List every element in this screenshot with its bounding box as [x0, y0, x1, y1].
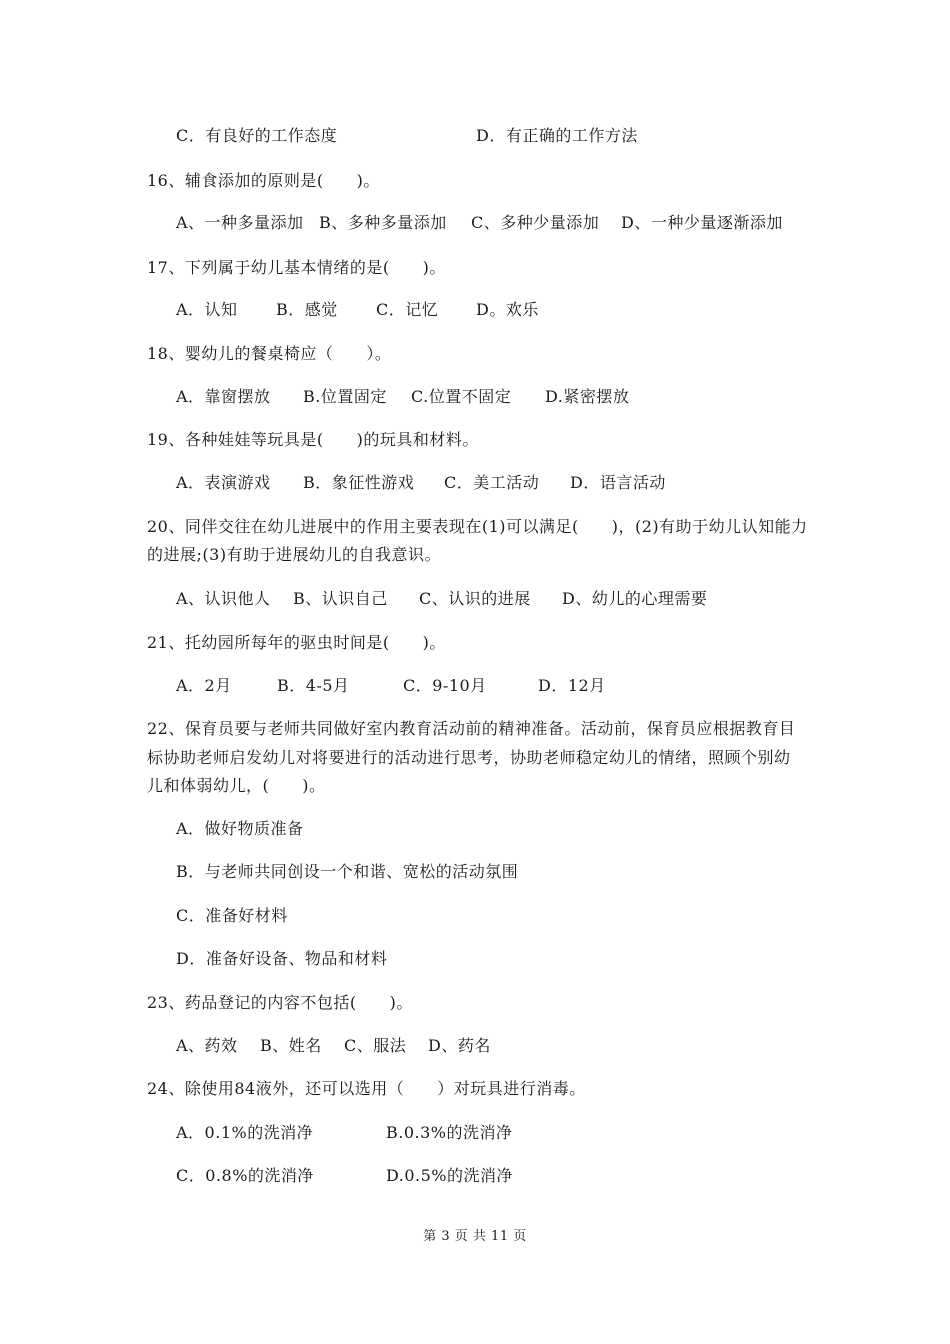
q23-stem: 23、药品登记的内容不包括( )。 [147, 993, 413, 1012]
q19-stem: 19、各种娃娃等玩具是( )的玩具和材料。 [147, 430, 479, 449]
q19-option-b: B．象征性游戏 [303, 473, 415, 492]
q17-option-a: A．认知 [176, 300, 238, 319]
q17-stem: 17、下列属于幼儿基本情绪的是( )。 [147, 258, 446, 277]
q19-option-d: D．语言活动 [570, 473, 666, 492]
q18-option-d: D.紧密摆放 [545, 387, 630, 406]
q24-option-a: A．0.1%的洗消净 [176, 1123, 314, 1142]
q21-options [176, 675, 606, 697]
q21-option-a: A．2月 [176, 676, 232, 695]
q17-options [176, 299, 539, 321]
q16-options [176, 212, 783, 234]
q19-option-c: C．美工活动 [444, 473, 540, 492]
q22-option-c: C．准备好材料 [176, 906, 288, 925]
q20-option-a: A、认识他人 [176, 589, 271, 608]
q23-options [176, 1035, 491, 1057]
q22-stem-line-2: 标协助老师启发幼儿对将要进行的活动进行思考，协助老师稳定幼儿的情绪，照顾个别幼 [147, 748, 791, 767]
q23-option-c: C、服法 [344, 1036, 407, 1055]
q22-option-b: B．与老师共同创设一个和谐、宽松的活动氛围 [176, 862, 519, 881]
q22-option-d: D．准备好设备、物品和材料 [176, 949, 388, 968]
q19-options [176, 472, 666, 494]
q20-stem-line-1: 20、同伴交往在幼儿进展中的作用主要表现在(1)可以满足( )，(2)有助于幼儿认知能力 [147, 517, 808, 536]
q22-stem-line-1: 22、保育员要与老师共同做好室内教育活动前的精神准备。活动前，保育员应根据教育目 [147, 719, 796, 738]
q20-stem-line-2: 的进展;(3)有助于进展幼儿的自我意识。 [147, 545, 442, 564]
q24-options-row-2 [176, 1165, 513, 1187]
q15-option-c: C．有良好的工作态度 [176, 126, 338, 145]
q16-option-d: D、一种少量逐渐添加 [621, 213, 783, 232]
q18-option-a: A．靠窗摆放 [176, 387, 271, 406]
q18-option-c: C.位置不固定 [411, 387, 512, 406]
q16-option-a: A、一种多量添加 [176, 213, 304, 232]
page-number-footer: 第 3 页 共 11 页 [423, 1229, 527, 1244]
q20-options [176, 588, 707, 610]
q20-option-d: D、幼儿的心理需要 [562, 589, 708, 608]
q20-option-b: B、认识自己 [293, 589, 388, 608]
q17-option-d: D。欢乐 [476, 300, 539, 319]
q15-options [176, 125, 638, 147]
q20-option-c: C、认识的进展 [419, 589, 531, 608]
q21-option-b: B．4-5月 [277, 676, 350, 695]
q19-option-a: A．表演游戏 [176, 473, 271, 492]
q21-stem: 21、托幼园所每年的驱虫时间是( )。 [147, 633, 446, 652]
q24-options-row-1 [176, 1122, 513, 1144]
q24-option-c: C．0.8%的洗消净 [176, 1166, 314, 1185]
q18-options [176, 386, 629, 408]
q21-option-c: C．9-10月 [403, 676, 487, 695]
q24-option-b: B.0.3%的洗消净 [386, 1123, 513, 1142]
q17-option-b: B．感觉 [276, 300, 338, 319]
q18-option-b: B.位置固定 [303, 387, 387, 406]
q22-option-a: A．做好物质准备 [176, 819, 304, 838]
q16-option-c: C、多种少量添加 [471, 213, 600, 232]
q24-stem: 24、除使用84液外，还可以选用（ ）对玩具进行消毒。 [147, 1079, 586, 1098]
q21-option-d: D．12月 [538, 676, 606, 695]
q23-option-d: D、药名 [428, 1036, 491, 1055]
q23-option-b: B、姓名 [260, 1036, 322, 1055]
q18-stem: 18、婴幼儿的餐桌椅应（ ）。 [147, 344, 392, 363]
q16-stem: 16、辅食添加的原则是( )。 [147, 171, 380, 190]
q16-option-b: B、多种多量添加 [319, 213, 447, 232]
q17-option-c: C．记忆 [376, 300, 439, 319]
q22-stem-line-3: 儿和体弱幼儿，( )。 [147, 776, 326, 795]
q23-option-a: A、药效 [176, 1036, 238, 1055]
q24-option-d: D.0.5%的洗消净 [386, 1166, 513, 1185]
q15-option-d: D．有正确的工作方法 [476, 126, 638, 145]
